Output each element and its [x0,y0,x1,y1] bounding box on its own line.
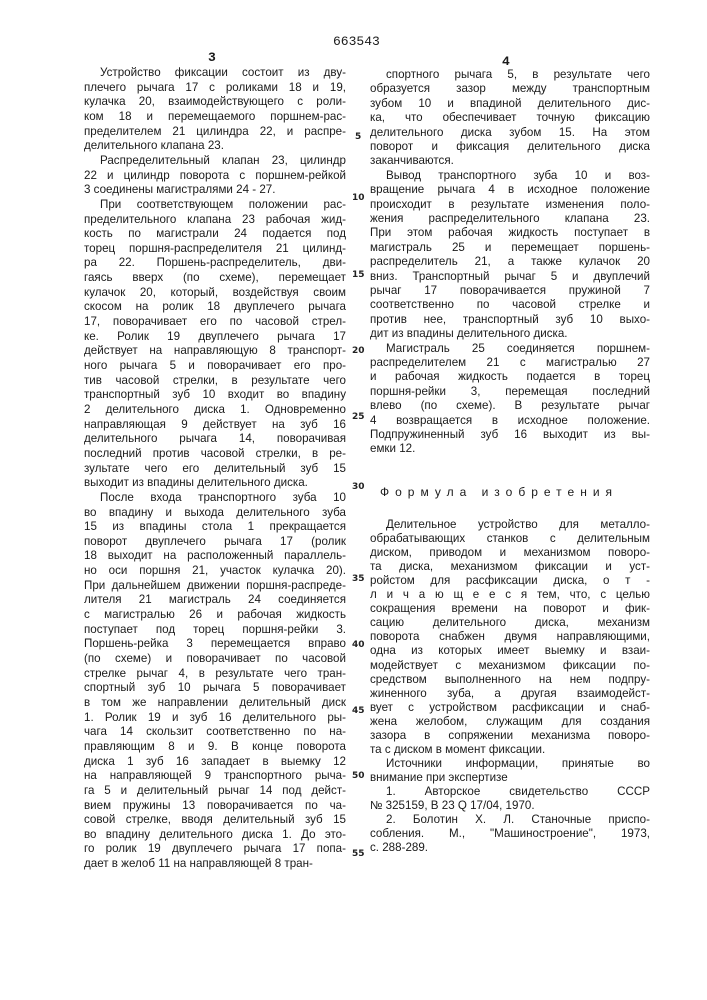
text-line: емки 12. [370,442,650,456]
text-line: жиненного зуба, а другая взаимодейст- [370,687,650,701]
text-line: Делительное устройство для металло- [370,518,650,532]
line-number: 30 [352,482,365,492]
text-line: скосом на ролик 18 двуплечего рычага [84,300,346,314]
text-line: кость по магистрали 24 подается под [84,227,346,241]
text-line: на направляющей 9 транспортного рыча- [84,769,346,783]
text-line: гаясь вверх (по схеме), перемещает [84,271,346,285]
text-line: жения распределительного клапана 23. [370,212,650,226]
text-line: лителя 21 магистраль 24 соединяется [84,593,346,607]
text-line: После входа транспортного зуба 10 [84,491,346,505]
text-line: 15 из впадины стола 1 прекращается [84,520,346,534]
text-line: действует на направляющую 8 транспорт- [84,344,346,358]
line-number: 55 [352,849,365,859]
text-line: вниз. Транспортный рычаг 5 и двуплечий [370,270,650,284]
text-line: против нее, транспортный зуб 10 выхо- [370,313,650,327]
line-number: 20 [352,346,365,356]
text-line: спортный зуб 10 рычага 5 поворачивает [84,681,346,695]
text-line: 1. Ролик 19 и зуб 16 делительного ры- [84,711,346,725]
text-line: средством выполненного на нем подпру- [370,673,650,687]
text-line: 22 и цилиндр поворота с поршнем-рейкой [84,169,346,183]
text-line: соответственно по часовой стрелке и [370,298,650,312]
text-line: направляющая 9 действует на зуб 16 [84,418,346,432]
text-line: 2. Болотин Х. Л. Станочные приспо- [370,813,650,827]
text-line: л и ч а ю щ е е с я тем, что, с целью [370,588,650,602]
text-line: сацию делительного диска, механизм [370,616,650,630]
text-line: № 325159, В 23 Q 17/04, 1970. [370,799,650,813]
text-line: зубом 10 и впадиной делительного дис- [370,97,650,111]
text-line: магистраль 25 и перемещает поршень- [370,241,650,255]
text-line: сокращения времени на поворот и фик- [370,602,650,616]
text-line: с магистралью 26 и рабочая жидкость [84,608,346,622]
text-line: дает в желоб 11 на направляющей 8 тран- [84,857,346,871]
text-line: торец поршня-распределителя 21 цилинд- [84,242,346,256]
text-line: поступает под торец поршня-рейки 3. [84,623,346,637]
text-line: в том же направлении делительный диск [84,696,346,710]
text-line: 18 выходит на расположенный параллель- [84,549,346,563]
text-line: модействует с механизмом фиксации по- [370,659,650,673]
text-line: кулачок 20, который, воздействуя своим [84,286,346,300]
text-line: поршня-рейки 3, перемещая последний [370,385,650,399]
text-line: Поршень-рейка 3 перемещается вправо [84,637,346,651]
text-line: При дальнейшем движении поршня-распреде- [84,579,346,593]
text-line: При этом рабочая жидкость поступает в [370,226,650,240]
text-line: га 5 и делительный рычаг 14 под дейст- [84,784,346,798]
text-line: внимание при экспертизе [370,771,650,785]
line-number: 50 [352,771,365,781]
text-line: одна из которых имеет выемку и взаи- [370,644,650,658]
line-number: 10 [352,193,365,203]
text-line: поворот и фиксация делительного диска [370,140,650,154]
text-line: вием пружины 13 поворачивается по ча- [84,799,346,813]
text-line: поворота снабжен двумя направляющими, [370,630,650,644]
text-line: ройстом для расфиксации диска, о т - [370,574,650,588]
text-line: транспортный зуб 10 входит во впадину [84,388,346,402]
text-line: (по схеме) и поворачивает по часовой [84,652,346,666]
text-line: стрелке рычаг 4, в результате чего тран- [84,667,346,681]
text-line: 2 делительного диска 1. Одновременно [84,403,346,417]
patent-number: 663543 [333,34,380,49]
text-line: и рабочая жидкость подается в торец [370,370,650,384]
text-line: пределительного клапана 23 рабочая жид- [84,213,346,227]
text-line: дит из впадины делительного диска. [370,327,650,341]
text-line: но оси поршня 21, участок кулачка 20). [84,564,346,578]
text-line: последний против часовой стрелки, в ре- [84,447,346,461]
text-line: собления. М., "Машиностроение", 1973, [370,827,650,841]
text-line: заканчиваются. [370,154,650,168]
text-line: делительного клапана 23. [84,139,346,153]
text-line: ного рычага 5 и поворачивает его про- [84,359,346,373]
line-number: 45 [352,706,365,716]
text-line: правляющим 8 и 9. В конце поворота [84,740,346,754]
text-line: Вывод транспортного зуба 10 и воз- [370,169,650,183]
text-line: вует с устройством расфиксации и снаб- [370,701,650,715]
text-line: 17, поворачивает его по часовой стрел- [84,315,346,329]
line-number: 40 [352,640,365,650]
text-line: поворот двуплечего рычага 17 (ролик [84,535,346,549]
text-line: пределителем 21 цилиндра 22, и распре- [84,125,346,139]
formula-title: Формула изобретения [380,485,618,499]
text-line: происходит в результате изменения поло- [370,198,650,212]
text-line: чага 14 скользит соответственно по на- [84,725,346,739]
text-line: жена желобом, служащим для создания [370,715,650,729]
page-number-left: 3 [208,50,216,65]
text-line: зультате чего его делительный зуб 15 [84,462,346,476]
text-line: Источники информации, принятые во [370,757,650,771]
text-line: Подпружиненный зуб 16 выходит из вы- [370,428,650,442]
text-line: плечего рычага 17 с роликами 18 и 19, [84,81,346,95]
text-line: выходит из впадины делительного диска. [84,476,346,490]
text-line: с. 288-289. [370,841,650,855]
text-line: Устройство фиксации состоит из дву- [84,66,346,80]
text-line: влево (по схеме). В результате рычаг [370,399,650,413]
text-line: диском, приводом и механизмом поворо- [370,546,650,560]
text-line: Магистраль 25 соединяется поршнем- [370,342,650,356]
text-line: совой стрелке, вводя делительный зуб 15 [84,813,346,827]
text-line: та с диском в момент фиксации. [370,743,650,757]
text-line: распределителем 21 с магистралью 27 [370,356,650,370]
text-line: ком 18 и перемещаемого поршнем-рас- [84,110,346,124]
text-line: ка, что обеспечивает точную фиксацию [370,111,650,125]
text-line: кулачка 20, взаимодействующего с роли- [84,95,346,109]
line-number: 5 [355,132,361,142]
text-line: делительного диска зубом 15. На этом [370,126,650,140]
line-number: 25 [352,412,365,422]
text-line: делительного рычага 14, поворачивая [84,432,346,446]
text-line: 1. Авторское свидетельство СССР [370,785,650,799]
page-number-right: 4 [502,54,510,69]
text-line: обрабатывающих станков с делительным [370,532,650,546]
line-number: 15 [352,270,365,280]
text-line: во впадину делительного диска 1. До это- [84,828,346,842]
text-line: тив часовой стрелки, в результате чего [84,374,346,388]
text-line: ра 22. Поршень-распределитель, дви- [84,256,346,270]
text-line: Распределительный клапан 23, цилиндр [84,154,346,168]
text-line: зазора в сопряжении механизма поворо- [370,729,650,743]
text-line: вращение рычага 4 в исходное положение [370,183,650,197]
text-line: спортного рычага 5, в результате чего [370,68,650,82]
text-line: го ролик 19 двуплечего рычага 17 попа- [84,842,346,856]
text-line: 4 возвращается в исходное положение. [370,414,650,428]
text-line: При соответствующем положении рас- [84,198,346,212]
text-line: диска 1 зуб 16 западает в выемку 12 [84,755,346,769]
text-line: образуется зазор между транспортным [370,82,650,96]
text-line: рычаг 17 поворачивается пружиной 7 [370,284,650,298]
text-line: 3 соединены магистралями 24 - 27. [84,183,346,197]
text-line: ке. Ролик 19 двуплечего рычага 17 [84,330,346,344]
text-line: во впадину и выхода делительного зуба [84,506,346,520]
text-line: распределитель 21, а также кулачок 20 [370,255,650,269]
line-number: 35 [352,574,365,584]
text-line: та диска, механизмом фиксации и уст- [370,560,650,574]
